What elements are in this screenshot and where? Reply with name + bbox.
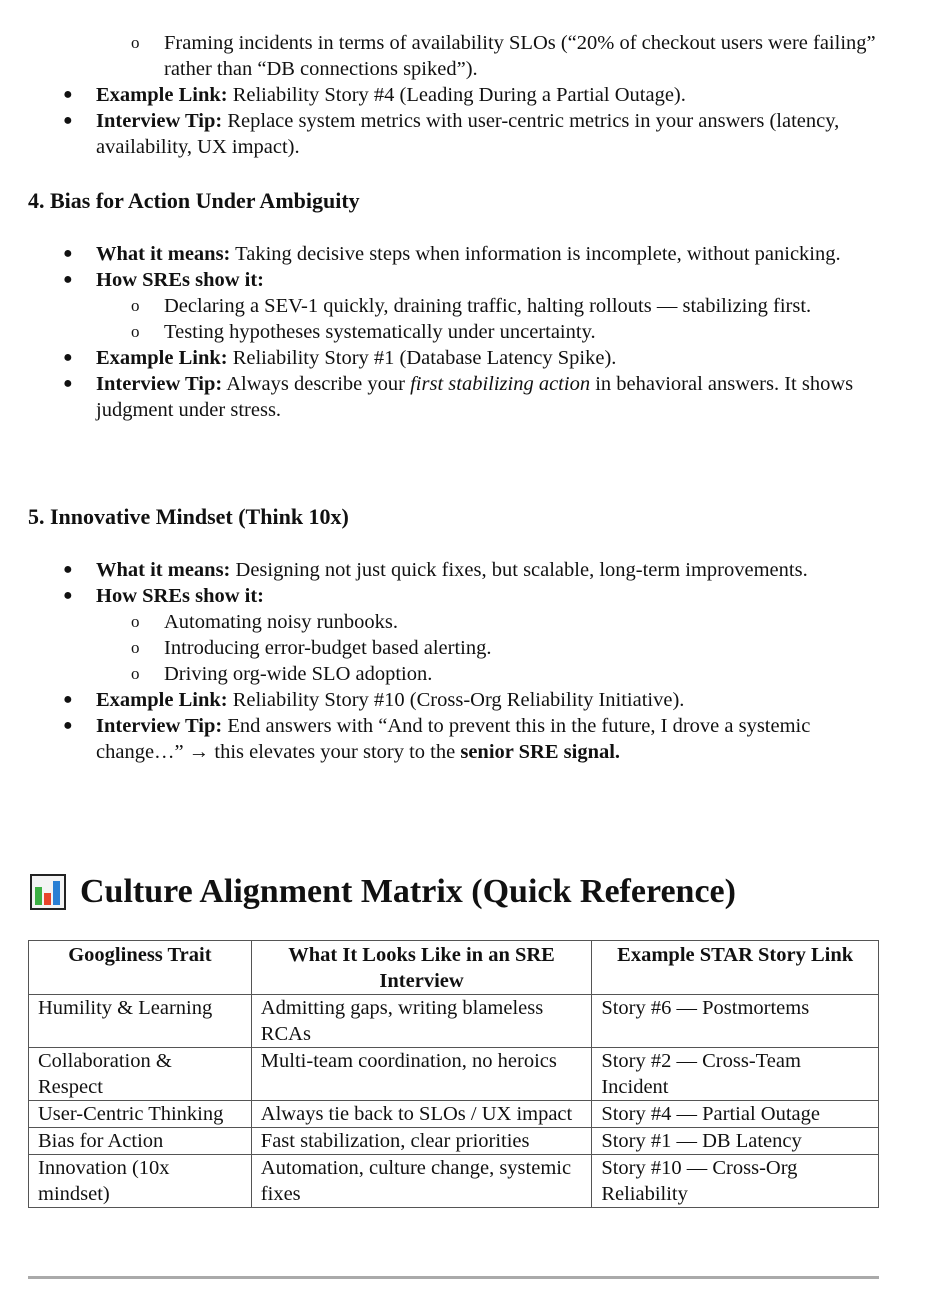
list-item: o Introducing error-budget based alerting.: [131, 637, 492, 659]
bullet-icon: ●: [63, 271, 73, 288]
list-item: o Driving org-wide SLO adoption.: [131, 663, 433, 685]
behavior-cell: Multi-team coordination, no heroics: [251, 1048, 592, 1101]
list-item: ● Example Link: Reliability Story #10 (Cross-Org Reliability Initiative).: [63, 689, 685, 711]
story-cell: Story #2 — Cross-Team Incident: [592, 1048, 879, 1101]
circle-bullet-icon: o: [131, 322, 140, 341]
circle-bullet-icon: o: [131, 296, 140, 315]
bullet-icon: ●: [63, 86, 73, 103]
circle-bullet-icon: o: [131, 33, 140, 52]
table-header-row: [29, 941, 879, 995]
table-row: [29, 995, 879, 1048]
bar-chart-icon: [30, 874, 66, 910]
bullet-icon: ●: [63, 349, 73, 366]
top-list: [0, 30, 926, 160]
story-cell: Story #1 — DB Latency: [592, 1128, 879, 1155]
table-row: [29, 1048, 879, 1101]
list-item: ● Interview Tip: Replace system metrics with user-centric metrics in your answers (latency, availability, UX impact).: [63, 110, 840, 158]
circle-bullet-icon: o: [131, 612, 140, 631]
bullet-icon: ●: [63, 587, 73, 604]
column-header: Googliness Trait: [29, 941, 252, 995]
list-item: ● What it means: Taking decisive steps when information is incomplete, without panicking.: [63, 243, 841, 265]
section-heading: 5. Innovative Mindset (Think 10x): [28, 504, 349, 529]
list-item: o Framing incidents in terms of availability SLOs (“20% of checkout users were failing” rather than “DB connections spiked”).: [131, 32, 876, 80]
trait-cell: Bias for Action: [29, 1128, 252, 1155]
behavior-cell: Admitting gaps, writing blameless RCAs: [251, 995, 592, 1048]
list-item: ● Example Link: Reliability Story #1 (Database Latency Spike).: [63, 347, 617, 369]
list-item: ● Interview Tip: End answers with “And to prevent this in the future, I drove a systemic change…” → this elevates your story to the senior SRE signal.: [63, 715, 811, 763]
list-item: o Automating noisy runbooks.: [131, 611, 399, 633]
circle-bullet-icon: o: [131, 664, 140, 683]
trait-cell: Collaboration & Respect: [29, 1048, 252, 1101]
behavior-cell: Fast stabilization, clear priorities: [251, 1128, 592, 1155]
column-header: What It Looks Like in an SRE Interview: [251, 941, 592, 995]
bullet-icon: ●: [63, 245, 73, 262]
matrix-title: Culture Alignment Matrix (Quick Reference): [30, 870, 736, 914]
behavior-cell: Automation, culture change, systemic fixes: [251, 1155, 592, 1208]
story-cell: Story #6 — Postmortems: [592, 995, 879, 1048]
trait-cell: User-Centric Thinking: [29, 1101, 252, 1128]
story-cell: Story #10 — Cross-Org Reliability: [592, 1155, 879, 1208]
behavior-cell: Always tie back to SLOs / UX impact: [251, 1101, 592, 1128]
culture-alignment-table: [28, 940, 879, 1208]
story-cell: Story #4 — Partial Outage: [592, 1101, 879, 1128]
column-header: Example STAR Story Link: [592, 941, 879, 995]
trait-cell: Humility & Learning: [29, 995, 252, 1048]
trait-cell: Innovation (10x mindset): [29, 1155, 252, 1208]
bullet-icon: ●: [63, 375, 73, 392]
list-item: ● What it means: Designing not just quick fixes, but scalable, long-term improvements.: [63, 559, 808, 581]
bullet-icon: ●: [63, 112, 73, 129]
bullet-icon: ●: [63, 691, 73, 708]
list-item: ● Interview Tip: Always describe your first stabilizing action in behavioral answers. It shows judgment under stress.: [63, 373, 854, 421]
list-item: ● How SREs show it:: [63, 269, 265, 291]
list-item: o Testing hypotheses systematically under uncertainty.: [131, 321, 596, 343]
bullet-icon: ●: [63, 717, 73, 734]
section-heading: 4. Bias for Action Under Ambiguity: [28, 188, 360, 213]
horizontal-rule: [28, 1276, 879, 1279]
bullet-icon: ●: [63, 561, 73, 578]
table-row: [29, 1128, 879, 1155]
table-row: [29, 1155, 879, 1208]
section5-list: [0, 557, 926, 765]
list-item: ● How SREs show it:: [63, 585, 265, 607]
list-item: ● Example Link: Reliability Story #4 (Leading During a Partial Outage).: [63, 84, 686, 106]
section4-list: [0, 241, 926, 423]
table-row: [29, 1101, 879, 1128]
list-item: o Declaring a SEV-1 quickly, draining traffic, halting rollouts — stabilizing first.: [131, 295, 812, 317]
circle-bullet-icon: o: [131, 638, 140, 657]
